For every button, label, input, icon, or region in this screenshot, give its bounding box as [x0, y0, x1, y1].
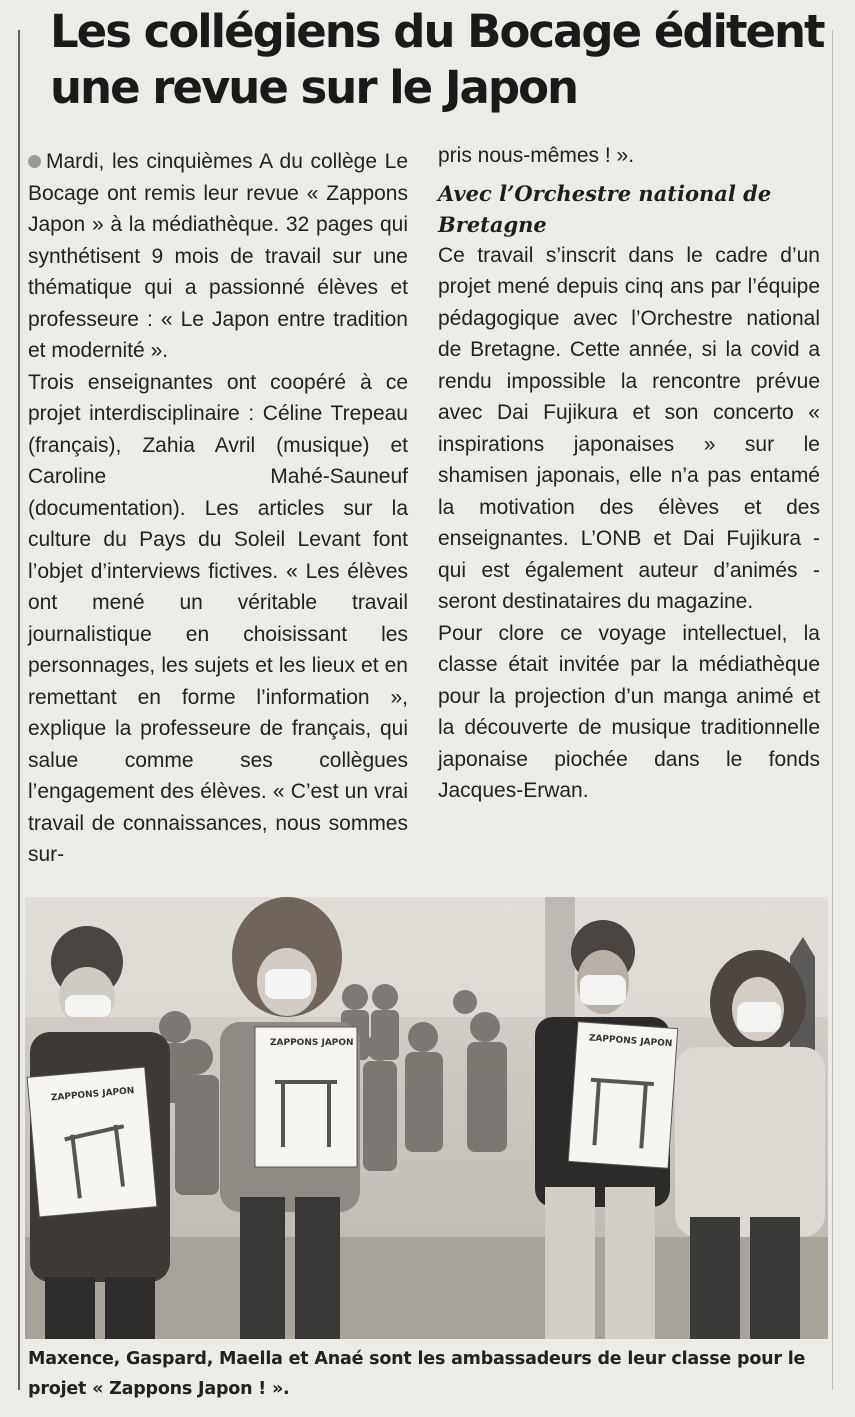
magazine-2-title: ZAPPONS JAPON — [270, 1038, 354, 1048]
magazine-3 — [568, 1022, 678, 1169]
photo-students-with-magazines — [25, 897, 828, 1339]
paragraph-intro-text: Mardi, les cinquièmes A du collège Le Bocage ont remis leur revue « Zappons Japon » à la médiathèque. 32 pages qui synthétisent 9 mois de travail sur une thématique qui a passionné élèves et professeure : « Le Japon entre tradition et modernité ». — [28, 150, 408, 362]
column-rule-right — [832, 30, 833, 1390]
photo-caption: Maxence, Gaspard, Maella et Anaé sont les ambassadeurs de leur classe pour le projet « Zappons Japon ! ». — [28, 1349, 806, 1399]
article-photo — [25, 897, 828, 1339]
magazine-1 — [27, 1067, 157, 1217]
article-subhead: Avec l’Orchestre national de Bretagne — [438, 180, 772, 237]
magazine-3-title: ZAPPONS JAPON — [588, 1033, 673, 1050]
paragraph-closing: Pour clore ce voyage intellectuel, la classe était invitée par la médiathèque pour la projection d’un manga animé et la découverte de musique traditionnelle japonaise piochée dans le fonds Jacques-Erwan. — [438, 621, 820, 802]
article-column-right — [438, 140, 820, 807]
paragraph-intro — [28, 146, 408, 367]
paragraph-orchestra: Ce travail s’inscrit dans le cadre d’un projet mené depuis cinq ans par l’équipe pédagogique avec l’Orchestre national de Bretagne. Cette année, si la covid a rendu impossible la rencontre prévue avec Dai Fujikura et son concerto « inspirations japonaises » sur le shamisen japonais, elle n’a pas entamé la motivation des élèves et des enseignantes. L’ONB et Dai Fujikura - qui est également auteur d’animés - seront destinataires du magazine. — [438, 243, 820, 613]
article-headline: Les collégiens du Bocage éditent une revue sur le Japon — [50, 5, 824, 114]
paragraph-continuation: pris nous-mêmes ! ». — [438, 144, 635, 167]
magazine-1-title: ZAPPONS JAPON — [50, 1086, 135, 1104]
article-column-left — [28, 146, 408, 871]
paragraph-teachers: Trois enseignantes ont coopéré à ce projet interdisciplinaire : Céline Trepeau (français), Zahia Avril (musique) et Caroline Mahé-Sauneuf (documentation). Les articles sur la culture du Pays du Soleil Levant font l’objet d’interviews fictives. « Les élèves ont mené un véritable travail journalistique en choisissant les personnages, les sujets et les lieux et en remettant en forme l’information », explique la professeure de français, qui salue comme ses collègues l’engagement des élèves. « C’est un vrai travail de connaissances, nous sommes sur- — [28, 370, 408, 866]
column-rule-left — [18, 30, 20, 1390]
magazine-2 — [255, 1027, 357, 1167]
bullet-icon — [28, 155, 41, 168]
